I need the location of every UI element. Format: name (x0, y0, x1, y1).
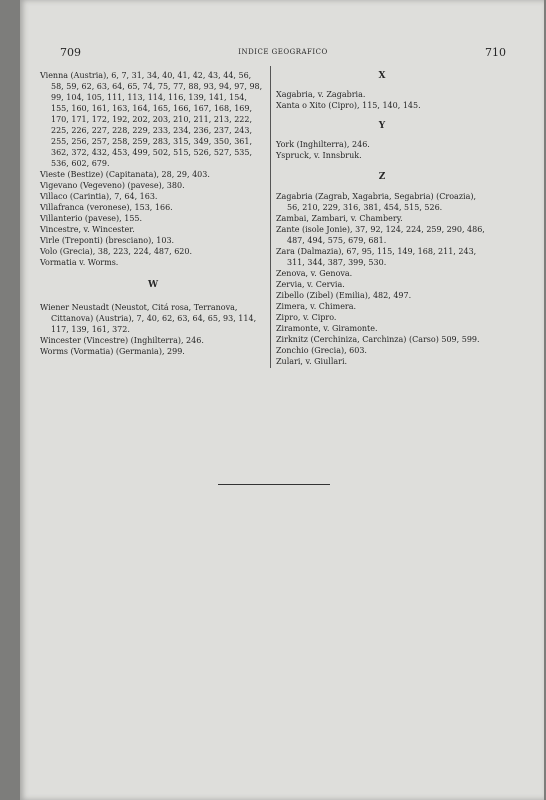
index-entry-villafranca: Villafranca (veronese), 153, 166. (40, 203, 173, 212)
index-entry-zimera: Zimera, v. Chimera. (276, 302, 357, 311)
index-column-right (276, 70, 488, 367)
index-entry-villaco: Villaco (Carintia), 7, 64, 163. (40, 192, 158, 201)
index-column-left (40, 70, 266, 357)
index-entry-ziramonte: Ziramonte, v. Giramonte. (276, 324, 378, 333)
index-entry-zulari: Zulari, v. Giullari. (276, 357, 348, 366)
index-entry-yspruck: Yspruck, v. Innsbruk. (276, 151, 362, 160)
index-entry-worms: Worms (Vormatia) (Germania), 299. (40, 347, 185, 356)
index-entry-zenova: Zenova, v. Genova. (276, 269, 353, 278)
index-entry-zirknitz: Zirknitz (Cerchiniza, Carchinza) (Carso) 509, 599. (276, 335, 480, 344)
section-letter-y: Y (378, 121, 386, 131)
section-letter-z: Z (378, 172, 386, 182)
index-entry-wincester: Wincester (Vincestre) (Inghilterra), 246. (40, 336, 204, 345)
index-entry-vincestre: Vincestre, v. Wincester. (40, 225, 135, 234)
page-header (60, 46, 506, 60)
index-entry-zambai: Zambai, Zambari, v. Chambery. (276, 214, 403, 223)
index-entry-virle: Virle (Treponti) (bresciano), 103. (40, 236, 175, 245)
page-number-left: 709 (60, 46, 81, 59)
index-entry-zante: Zante (isole Jonie), 37, 92, 124, 224, 259, 290, 486, 487, 494, 575, 679, 681. (276, 225, 485, 245)
column-divider (270, 66, 271, 368)
index-entry-xagabria: Xagabria, v. Zagabria. (276, 90, 366, 99)
index-entry-zervia: Zervia, v. Cervia. (276, 280, 345, 289)
index-entry-vienna: Vienna (Austria), 6, 7, 31, 34, 40, 41, 42, 43, 44, 56, 58, 59, 62, 63, 64, 65, 74, 75, 77, 88, 93, 94, 97, 98, 99, 104, 105, 111, 113, 114, 116, 139, 141, 154, 155, 160, 161, 163, 164, 165, 166, 167, 168, 169, 170, 171, 172, 192, 202, 203, 210, 211, 213, 222, 225, 226, 227, 228, 229, 233, 234, 236, 237, 243, 255, 256, 257, 258, 259, 283, 315, 349, 350, 361, 362, 372, 432, 453, 499, 502, 515, 526, 527, 535, 536, 602, 679. (40, 71, 263, 168)
index-entry-zibello: Zibello (Zibel) (Emilia), 482, 497. (276, 291, 412, 300)
index-entry-zara: Zara (Dalmazia), 67, 95, 115, 149, 168, 211, 243, 311, 344, 387, 399, 530. (276, 247, 477, 267)
index-entry-york: York (Inghilterra), 246. (276, 140, 370, 149)
end-rule (218, 484, 330, 485)
page-number-right: 710 (485, 46, 506, 59)
index-entry-villanterio: Villanterio (pavese), 155. (40, 214, 143, 223)
index-entry-wiener-neustadt: Wiener Neustadt (Neustot, Citá rosa, Terranova, Cittanova) (Austria), 7, 40, 62, 63, 64, 65, 93, 114, 117, 139, 161, 372. (40, 303, 257, 334)
index-entry-vormatia: Vormatia v. Worms. (40, 258, 119, 267)
running-title: INDICE GEOGRAFICO (238, 48, 328, 56)
index-entry-zonchio: Zonchio (Grecia), 603. (276, 346, 367, 355)
index-entry-xanta: Xanta o Xito (Cipro), 115, 140, 145. (276, 101, 421, 110)
index-entry-zagabria: Zagabria (Zagrab, Xagabria, Segabria) (Croazia), 56, 210, 229, 316, 381, 454, 515, 526. (276, 192, 477, 212)
index-entry-vigevano: Vigevano (Vegeveno) (pavese), 380. (40, 181, 185, 190)
section-letter-w: W (147, 280, 159, 290)
index-entry-volo: Volo (Grecia), 38, 223, 224, 487, 620. (40, 247, 193, 256)
index-entry-vieste: Vieste (Bestize) (Capitanata), 28, 29, 403. (40, 170, 210, 179)
section-letter-x: X (378, 71, 386, 81)
index-entry-zipro: Zipro, v. Cipro. (276, 313, 337, 322)
